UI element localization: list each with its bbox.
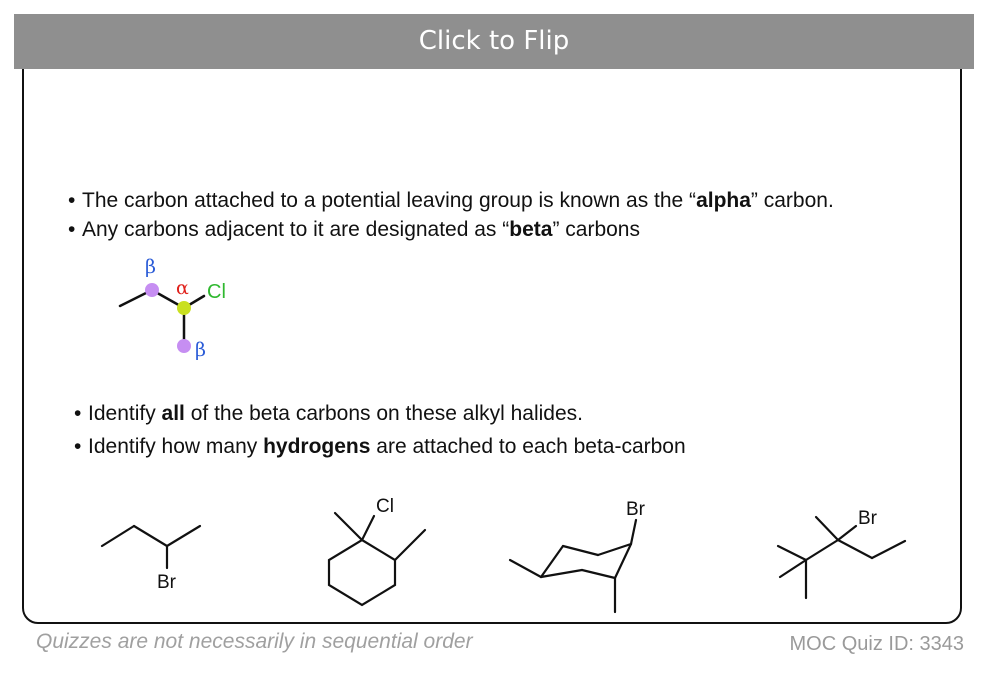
quiz-order-note: Quizzes are not necessarily in sequential order	[36, 630, 473, 653]
molecule-1	[102, 526, 200, 568]
bromine-label: Br	[858, 508, 877, 529]
alpha-carbon-dot	[177, 301, 191, 315]
bullet-icon: •	[68, 218, 76, 241]
beta-label: β	[195, 339, 206, 361]
chlorine-label: Cl	[376, 496, 394, 517]
bromine-label: Br	[626, 499, 645, 520]
alpha-label: α	[176, 277, 189, 299]
definition-beta: • Any carbons adjacent to it are designated as “beta” carbons	[68, 215, 834, 244]
bullet-icon: •	[74, 402, 82, 425]
task-identify-beta: • Identify all of the beta carbons on these alkyl halides.	[74, 397, 686, 430]
bromine-label: Br	[157, 572, 176, 593]
definition-alpha: • The carbon attached to a potential leaving group is known as the “alpha” carbon.	[68, 186, 834, 215]
quiz-id: MOC Quiz ID: 3343	[789, 633, 964, 655]
beta-carbon-dot	[145, 283, 159, 297]
chlorine-label: Cl	[207, 281, 226, 303]
molecule-2	[329, 513, 425, 605]
molecule-3	[510, 520, 636, 612]
click-to-flip-button[interactable]: Click to Flip	[14, 14, 974, 69]
bullet-icon: •	[68, 189, 76, 212]
molecule-4	[778, 517, 905, 598]
beta-carbon-dot	[177, 339, 191, 353]
task-count-hydrogens: • Identify how many hydrogens are attached to each beta-carbon	[74, 430, 686, 463]
beta-label: β	[145, 256, 156, 278]
bullet-icon: •	[74, 435, 82, 458]
example-structure	[120, 290, 204, 346]
